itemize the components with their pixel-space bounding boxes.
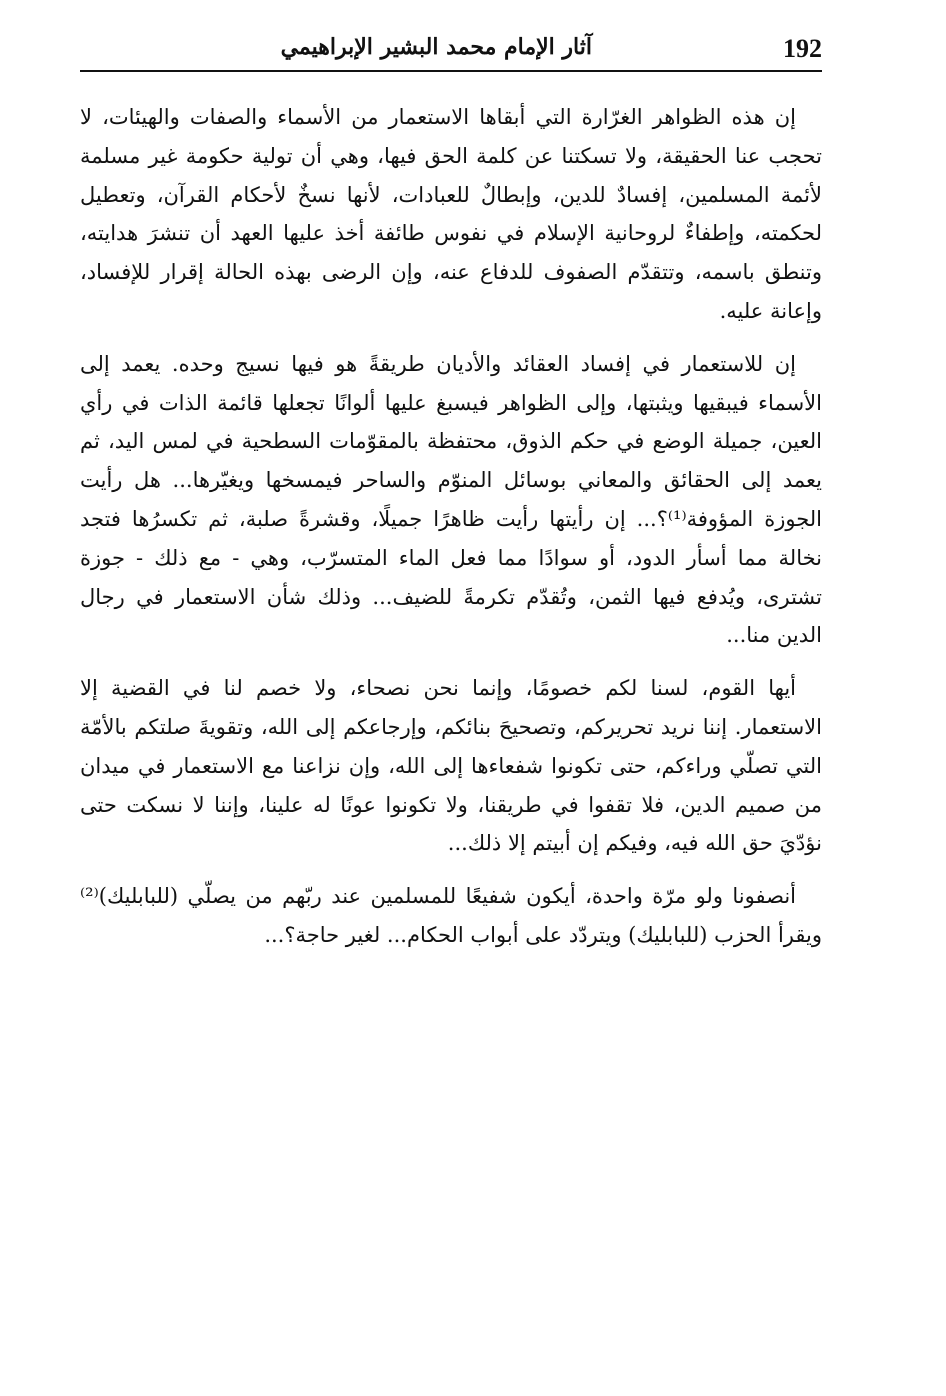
paragraph-2: إن للاستعمار في إفساد العقائد والأديان طريقةً هو فيها نسيج وحده. يعمد إلى الأسماء فيبقيها ويثبتها، وإلى الظواهر فيسبغ عليها ألوانًا تجعلها قائمة الذات في رأي العين، جميلة الوضع في حكم الذوق، محتفظة بالمقوّمات السطحية في لمس اليد، ثم يعمد إلى الحقائق والمعاني بوسائل المنوّم والساحر فيمسخها ويغيّرها... هل رأيت الجوزة المؤوفة⁽¹⁾؟... إن رأيتها رأيت ظاهرًا جميلًا، وقشرةً صلبة، ثم تكسرُها فتجد نخالة مما أسأر الدود، أو سوادًا مما فعل الماء المتسرّب، وهي - مع ذلك - جوزة تشترى، ويُدفع فيها الثمن، وتُقدّم تكرمةً للضيف... وذلك شأن الاستعمار في رجال الدين منا... (80, 351, 823, 648)
paragraph-4: أنصفونا ولو مرّة واحدة، أيكون شفيعًا للمسلمين عند ربّهم من يصلّي (للبابليك)⁽²⁾ ويقرأ الحزب (للبابليك) ويتردّد على أبواب الحكام... لغير حاجة؟... (80, 884, 822, 947)
page-header (80, 30, 822, 72)
page-number: 192 (783, 34, 822, 63)
paragraph-3: أيها القوم، لسنا لكم خصومًا، وإنما نحن نصحاء، ولا خصم لنا في القضية إلا الاستعمار. إننا نريد تحريركم، وتصحيحَ بنائكم، وإرجاعكم إلى الله، وتقويةَ صلتكم بالأمّة التي تصلّي وراءكم، حتى تكونوا شفعاءها إلى الله، وإن نزاعنا مع الاستعمار في ميدان من صميم الدين، فلا تقفوا في طريقنا، ولا تكونوا عونًا له علينا، وإننا لا نسكت حتى نؤدّيَ حق الله فيه، وفيكم إن أبيتم إلا ذلك... (80, 676, 822, 856)
body-text (80, 98, 822, 967)
running-title: آثار الإمام محمد البشير الإبراهيمي (280, 34, 592, 60)
paragraph-1: إن هذه الظواهر الغرّارة التي أبقاها الاستعمار من الأسماء والصفات والهيئات، لا تحجب عنا الحقيقة، ولا تسكتنا عن كلمة الحق فيها، وهي أن تولية حكومة غير مسلمة لأئمة المسلمين، إفسادٌ للدين، وإبطالٌ للعبادات، لأنها نسخٌ لأحكام القرآن، وتعطيل لحكمته، وإطفاءٌ لروحانية الإسلام في نفوس طائفة أخذ عليها العهد أن تنشرَ هدايته، وتنطق باسمه، وتتقدّم الصفوف للدفاع عنه، وإن الرضى بهذه الحالة إقرار للإفساد، وإعانة عليه. (80, 105, 822, 323)
